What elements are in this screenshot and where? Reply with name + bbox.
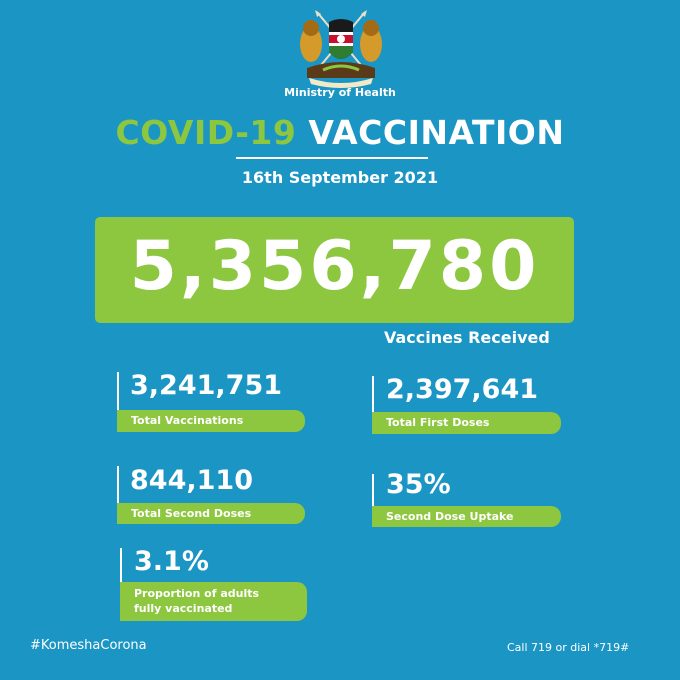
adults-fully-vaccinated-value: 3.1% [134,546,209,577]
ministry-label: Ministry of Health [284,86,396,99]
total-first-doses-value: 2,397,641 [386,374,539,405]
adults-label-line1: Proportion of adults [134,587,260,600]
page-title [0,113,680,152]
vaccines-received-value: 5,356,780 [129,227,540,306]
total-vaccinations-value: 3,241,751 [130,370,283,401]
total-second-doses-label: Total Second Doses [117,503,305,524]
title-covid: COVID-19 [115,113,297,152]
hashtag: #KomeshaCorona [30,638,147,653]
second-dose-uptake-value: 35% [386,469,451,500]
title-vaccination: VACCINATION [308,113,565,152]
second-dose-uptake-label: Second Dose Uptake [372,506,561,527]
total-vaccinations-label: Total Vaccinations [117,410,305,432]
total-second-doses-value: 844,110 [130,465,253,496]
kenya-coat-of-arms-icon [293,8,389,88]
title-divider [236,157,428,159]
adults-fully-vaccinated-label [120,582,307,621]
vaccines-received-label: Vaccines Received [384,328,550,347]
hotline-text: Call 719 or dial *719# [507,641,630,654]
adults-label-line2: fully vaccinated [134,602,233,615]
report-date: 16th September 2021 [241,168,439,187]
total-first-doses-label: Total First Doses [372,412,561,434]
